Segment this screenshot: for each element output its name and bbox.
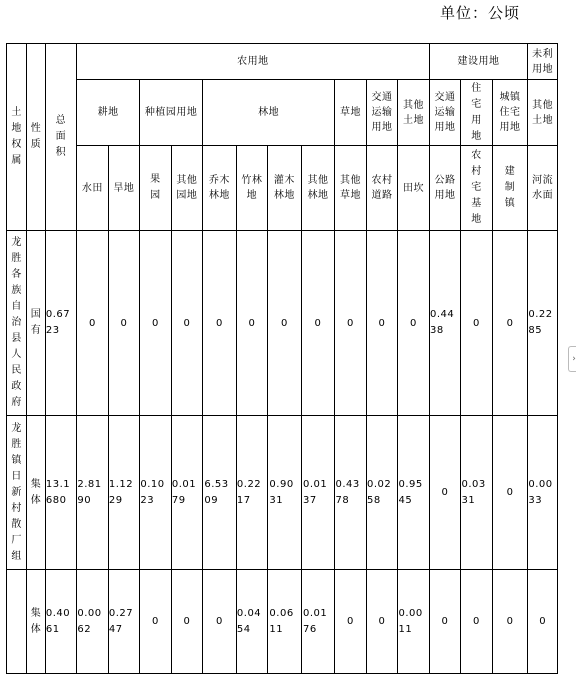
header-other-land-un: 其他土地 <box>528 80 558 146</box>
value-cell: 0 <box>140 231 172 416</box>
value-cell: 2.8190 <box>77 416 109 570</box>
value-cell: 0 <box>461 231 493 416</box>
value-cell: 0.0179 <box>171 416 203 570</box>
value-cell: 0.2285 <box>528 231 558 416</box>
owner-cell <box>7 570 27 674</box>
value-cell: 0 <box>236 231 268 416</box>
value-cell: 0.0611 <box>268 570 302 674</box>
header-residential: 住宅用地 <box>461 80 493 146</box>
value-cell: 0 <box>77 231 109 416</box>
value-cell: 0.0033 <box>528 416 558 570</box>
value-cell: 0.0062 <box>77 570 109 674</box>
total-cell: 0.4061 <box>45 570 77 674</box>
value-cell: 0 <box>268 231 302 416</box>
value-cell: 0 <box>398 231 430 416</box>
value-cell: 0.9031 <box>268 416 302 570</box>
value-cell: 0.2747 <box>108 570 140 674</box>
header-construction: 建设用地 <box>429 44 528 80</box>
value-cell: 0 <box>492 570 528 674</box>
value-cell: 0 <box>203 570 237 674</box>
value-cell: 0 <box>528 570 558 674</box>
nature-cell: 国有 <box>27 231 45 416</box>
value-cell: 0 <box>461 570 493 674</box>
value-cell: 0.0137 <box>301 416 335 570</box>
header-forest: 林地 <box>203 80 335 146</box>
value-cell: 0 <box>335 570 367 674</box>
value-cell: 0.4378 <box>335 416 367 570</box>
value-cell: 0 <box>492 231 528 416</box>
total-cell: 13.1680 <box>45 416 77 570</box>
table-row <box>7 231 558 416</box>
header-other-orchard: 其他园地 <box>171 146 203 231</box>
value-cell: 0 <box>171 231 203 416</box>
value-cell: 0.9545 <box>398 416 430 570</box>
value-cell: 1.1229 <box>108 416 140 570</box>
value-cell: 0.0258 <box>366 416 398 570</box>
header-paddy: 水田 <box>77 146 109 231</box>
header-orchard: 果园 <box>140 146 172 231</box>
header-total-area: 总面积 <box>45 44 77 231</box>
header-grassland: 草地 <box>335 80 367 146</box>
header-road: 公路用地 <box>429 146 461 231</box>
owner-cell: 龙胜镇日新村散厂组 <box>7 416 27 570</box>
owner-cell: 龙胜各族自治县人民政府 <box>7 231 27 416</box>
header-dry: 旱地 <box>108 146 140 231</box>
header-cultivated: 耕地 <box>77 80 140 146</box>
value-cell: 0 <box>429 416 461 570</box>
header-built-town: 建制镇 <box>492 146 528 231</box>
value-cell: 0.4438 <box>429 231 461 416</box>
header-rural-road: 农村道路 <box>366 146 398 231</box>
header-arbor: 乔木林地 <box>203 146 237 231</box>
header-ownership: 土地权属 <box>7 44 27 231</box>
header-other-land-ag: 其他土地 <box>398 80 430 146</box>
header-river: 河流水面 <box>528 146 558 231</box>
value-cell: 0 <box>335 231 367 416</box>
header-homestead: 农村宅基地 <box>461 146 493 231</box>
value-cell: 0 <box>492 416 528 570</box>
nature-cell: 集体 <box>27 570 45 674</box>
value-cell: 0.1023 <box>140 416 172 570</box>
header-row-1 <box>7 44 558 80</box>
header-other-forest: 其他林地 <box>301 146 335 231</box>
header-row-2 <box>7 80 558 146</box>
header-nature: 性质 <box>27 44 45 231</box>
header-shrub: 灌木林地 <box>268 146 302 231</box>
value-cell: 0 <box>171 570 203 674</box>
value-cell: 0 <box>429 570 461 674</box>
value-cell: 0 <box>140 570 172 674</box>
total-cell: 0.6723 <box>45 231 77 416</box>
header-transport-con: 交通运输用地 <box>429 80 461 146</box>
header-row-3 <box>7 146 558 231</box>
value-cell: 0 <box>366 231 398 416</box>
value-cell: 6.5309 <box>203 416 237 570</box>
header-agricultural: 农用地 <box>77 44 430 80</box>
value-cell: 0.0011 <box>398 570 430 674</box>
value-cell: 0.0454 <box>236 570 268 674</box>
table-row <box>7 570 558 674</box>
value-cell: 0 <box>108 231 140 416</box>
header-transport-ag: 交通运输用地 <box>366 80 398 146</box>
side-expand-tab[interactable]: › <box>568 346 576 372</box>
unit-label: 单位：公顷 <box>440 4 521 22</box>
header-unused: 未利用地 <box>528 44 558 80</box>
header-bamboo: 竹林地 <box>236 146 268 231</box>
nature-cell: 集体 <box>27 416 45 570</box>
header-field-ridge: 田坎 <box>398 146 430 231</box>
value-cell: 0 <box>301 231 335 416</box>
table-row <box>7 416 558 570</box>
land-use-table <box>6 43 558 674</box>
header-other-grass: 其他草地 <box>335 146 367 231</box>
value-cell: 0.0176 <box>301 570 335 674</box>
value-cell: 0 <box>366 570 398 674</box>
value-cell: 0 <box>203 231 237 416</box>
header-orchard-group: 种植园用地 <box>140 80 203 146</box>
value-cell: 0.2217 <box>236 416 268 570</box>
value-cell: 0.0331 <box>461 416 493 570</box>
header-urban-res: 城镇住宅用地 <box>492 80 528 146</box>
